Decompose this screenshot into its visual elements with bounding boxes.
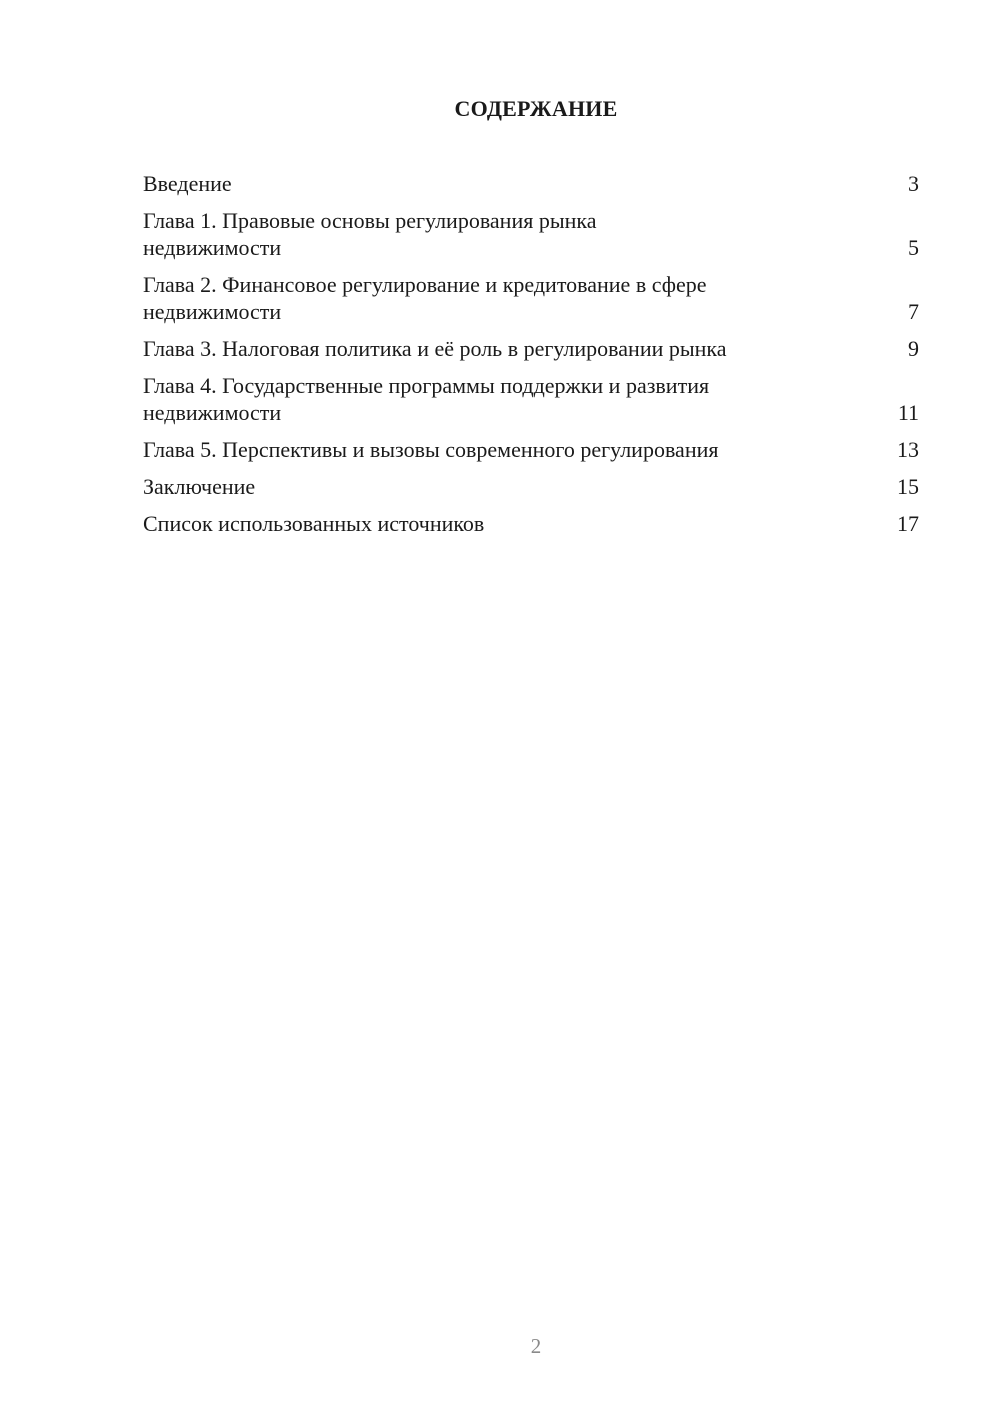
- page-title: СОДЕРЖАНИЕ: [454, 96, 618, 121]
- toc-entry-introduction[interactable]: [143, 170, 919, 197]
- toc-entry-page: 3: [908, 171, 919, 196]
- toc-entry-page: 13: [897, 437, 919, 462]
- toc-entry-conclusion[interactable]: [143, 473, 919, 500]
- toc-entry-chapter-2[interactable]: [143, 271, 919, 325]
- toc-entry-chapter-5[interactable]: [143, 436, 919, 463]
- toc-entry-text: Глава 1. Правовые основы регулирования рынка недвижимости: [143, 208, 597, 260]
- toc-entry-chapter-3[interactable]: [143, 335, 919, 362]
- toc-entry-chapter-1[interactable]: [143, 207, 919, 261]
- toc-entry-text: Заключение: [143, 474, 256, 499]
- toc-entry-text: Введение: [143, 171, 232, 196]
- table-of-contents: [143, 170, 919, 547]
- toc-entry-page: 5: [908, 235, 919, 260]
- toc-entry-page: 11: [897, 400, 919, 425]
- toc-entry-text: Список использованных источников: [143, 511, 485, 536]
- toc-entry-page: 7: [908, 299, 919, 324]
- page-number: 2: [530, 1334, 542, 1358]
- toc-entry-text: Глава 4. Государственные программы поддержки и развития недвижимости: [143, 373, 710, 425]
- toc-entry-text: Глава 2. Финансовое регулирование и кредитование в сфере недвижимости: [143, 272, 707, 324]
- toc-entry-text: Глава 3. Налоговая политика и её роль в регулировании рынка: [143, 336, 727, 361]
- toc-entry-chapter-4[interactable]: [143, 372, 919, 426]
- toc-entry-page: 17: [897, 511, 919, 536]
- toc-entry-text: Глава 5. Перспективы и вызовы современного регулирования: [143, 437, 719, 462]
- toc-entry-page: 15: [897, 474, 919, 499]
- toc-entry-page: 9: [908, 336, 919, 361]
- toc-entry-references[interactable]: [143, 510, 919, 537]
